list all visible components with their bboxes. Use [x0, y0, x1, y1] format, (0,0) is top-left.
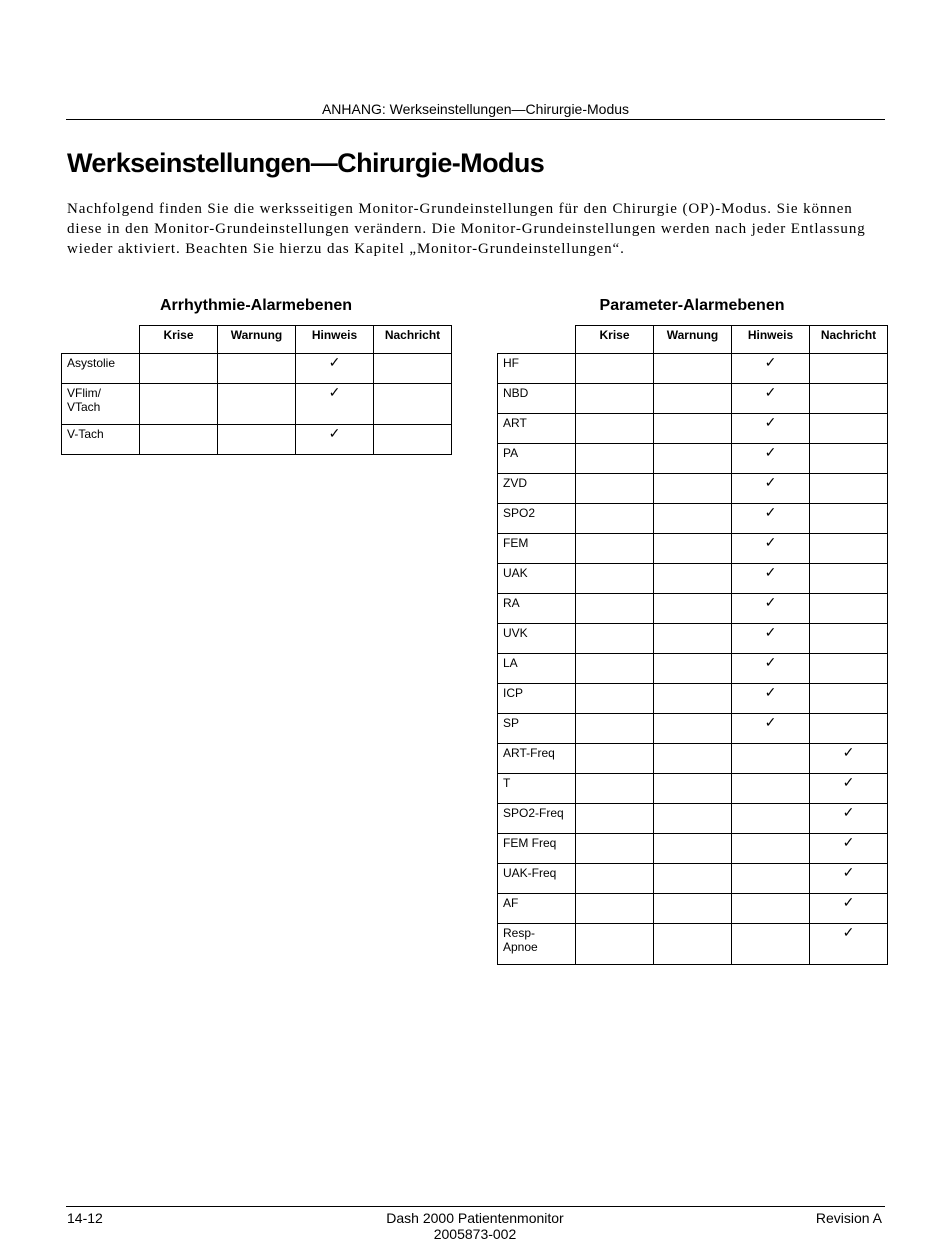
parameter-row: [498, 414, 888, 444]
cell-krise: [576, 654, 654, 684]
parameter-row: [498, 564, 888, 594]
row-label: ICP: [498, 684, 576, 714]
column-header-krise: Krise: [576, 326, 654, 354]
checkmark-icon: ✓: [764, 684, 777, 700]
cell-warnung: [218, 384, 296, 425]
cell-hinweis: [732, 864, 810, 894]
checkmark-icon: ✓: [842, 804, 855, 820]
cell-hinweis: [732, 474, 810, 504]
arrhythmia-header-row: [62, 326, 452, 354]
cell-krise: [576, 414, 654, 444]
parameter-row: [498, 354, 888, 384]
cell-krise: [576, 474, 654, 504]
footer-product: [300, 1210, 650, 1242]
row-label: NBD: [498, 384, 576, 414]
cell-warnung: [654, 414, 732, 444]
cell-hinweis: [732, 414, 810, 444]
row-label: VFlim/ VTach: [62, 384, 140, 425]
cell-nachricht: [810, 924, 888, 965]
cell-krise: [576, 834, 654, 864]
arrhythmia-row: [62, 384, 452, 425]
checkmark-icon: ✓: [764, 444, 777, 460]
row-label: ZVD: [498, 474, 576, 504]
checkmark-icon: ✓: [842, 924, 855, 940]
cell-krise: [576, 384, 654, 414]
parameter-row: [498, 684, 888, 714]
footer-product-name: Dash 2000 Patientenmonitor: [386, 1210, 564, 1226]
cell-warnung: [654, 654, 732, 684]
cell-nachricht: [374, 425, 452, 455]
column-header-krise: Krise: [140, 326, 218, 354]
cell-warnung: [654, 384, 732, 414]
row-label: SPO2-Freq: [498, 804, 576, 834]
cell-nachricht: [810, 534, 888, 564]
table-corner: [498, 326, 576, 354]
cell-hinweis: [732, 714, 810, 744]
cell-krise: [140, 354, 218, 384]
parameter-row: [498, 744, 888, 774]
row-label: V-Tach: [62, 425, 140, 455]
parameter-row: [498, 384, 888, 414]
cell-hinweis: [732, 384, 810, 414]
table-corner: [62, 326, 140, 354]
cell-nachricht: [374, 354, 452, 384]
cell-nachricht: [810, 594, 888, 624]
checkmark-icon: ✓: [764, 414, 777, 430]
checkmark-icon: ✓: [764, 384, 777, 400]
cell-krise: [140, 384, 218, 425]
parameter-header-row: [498, 326, 888, 354]
cell-krise: [576, 504, 654, 534]
parameter-row: [498, 474, 888, 504]
column-header-nachricht: Nachricht: [374, 326, 452, 354]
cell-nachricht: [810, 744, 888, 774]
cell-warnung: [654, 534, 732, 564]
cell-krise: [576, 774, 654, 804]
cell-warnung: [654, 894, 732, 924]
cell-nachricht: [810, 894, 888, 924]
column-header-nachricht: Nachricht: [810, 326, 888, 354]
cell-warnung: [654, 924, 732, 965]
cell-warnung: [654, 744, 732, 774]
cell-warnung: [654, 684, 732, 714]
cell-hinweis: [732, 684, 810, 714]
checkmark-icon: ✓: [764, 534, 777, 550]
cell-hinweis: [732, 924, 810, 965]
parameter-row: [498, 624, 888, 654]
arrhythmia-row: [62, 425, 452, 455]
cell-hinweis: [732, 654, 810, 684]
cell-warnung: [218, 354, 296, 384]
checkmark-icon: ✓: [764, 624, 777, 640]
cell-warnung: [654, 594, 732, 624]
row-label: AF: [498, 894, 576, 924]
cell-nachricht: [810, 504, 888, 534]
cell-krise: [576, 594, 654, 624]
cell-hinweis: [732, 504, 810, 534]
cell-nachricht: [810, 864, 888, 894]
row-label: UVK: [498, 624, 576, 654]
checkmark-icon: ✓: [842, 864, 855, 880]
cell-nachricht: [810, 474, 888, 504]
checkmark-icon: ✓: [328, 425, 341, 441]
cell-hinweis: [732, 594, 810, 624]
cell-hinweis: [732, 624, 810, 654]
arrhythmia-alarm-table: [61, 325, 452, 455]
cell-krise: [576, 534, 654, 564]
cell-nachricht: [810, 804, 888, 834]
cell-hinweis: [732, 564, 810, 594]
cell-hinweis: [296, 425, 374, 455]
checkmark-icon: ✓: [328, 384, 341, 400]
checkmark-icon: ✓: [764, 564, 777, 580]
cell-nachricht: [810, 624, 888, 654]
checkmark-icon: ✓: [764, 714, 777, 730]
column-header-warnung: Warnung: [654, 326, 732, 354]
cell-warnung: [654, 714, 732, 744]
cell-nachricht: [374, 384, 452, 425]
cell-nachricht: [810, 384, 888, 414]
parameter-row: [498, 834, 888, 864]
checkmark-icon: ✓: [328, 354, 341, 370]
parameter-row: [498, 774, 888, 804]
checkmark-icon: ✓: [764, 354, 777, 370]
parameter-row: [498, 654, 888, 684]
parameter-row: [498, 714, 888, 744]
cell-warnung: [654, 504, 732, 534]
cell-hinweis: [296, 384, 374, 425]
column-header-warnung: Warnung: [218, 326, 296, 354]
row-label: UAK: [498, 564, 576, 594]
checkmark-icon: ✓: [764, 594, 777, 610]
cell-nachricht: [810, 444, 888, 474]
parameter-row: [498, 504, 888, 534]
row-label: LA: [498, 654, 576, 684]
row-label: ART-Freq: [498, 744, 576, 774]
cell-warnung: [654, 444, 732, 474]
cell-warnung: [654, 624, 732, 654]
arrhythmia-row: [62, 354, 452, 384]
parameter-alarm-table: [497, 325, 888, 965]
footer-page-number: 14-12: [67, 1210, 103, 1226]
row-label: SP: [498, 714, 576, 744]
cell-hinweis: [732, 354, 810, 384]
parameter-table-caption: Parameter-Alarmebenen: [599, 297, 785, 314]
row-label: Resp- Apnoe: [498, 924, 576, 965]
cell-warnung: [654, 834, 732, 864]
cell-warnung: [654, 474, 732, 504]
checkmark-icon: ✓: [842, 894, 855, 910]
cell-nachricht: [810, 414, 888, 444]
column-header-hinweis: Hinweis: [296, 326, 374, 354]
cell-nachricht: [810, 774, 888, 804]
column-header-hinweis: Hinweis: [732, 326, 810, 354]
footer-rule: [66, 1206, 885, 1207]
cell-hinweis: [732, 444, 810, 474]
parameter-row: [498, 444, 888, 474]
parameter-row: [498, 804, 888, 834]
arrhythmia-table-caption: Arrhythmie-Alarmebenen: [159, 297, 353, 314]
cell-hinweis: [732, 804, 810, 834]
parameter-row: [498, 534, 888, 564]
cell-hinweis: [296, 354, 374, 384]
cell-warnung: [654, 564, 732, 594]
cell-krise: [576, 864, 654, 894]
footer-revision: Revision A: [815, 1210, 882, 1226]
cell-nachricht: [810, 684, 888, 714]
cell-hinweis: [732, 534, 810, 564]
cell-krise: [140, 425, 218, 455]
checkmark-icon: ✓: [764, 474, 777, 490]
cell-krise: [576, 714, 654, 744]
checkmark-icon: ✓: [842, 774, 855, 790]
cell-warnung: [654, 864, 732, 894]
cell-warnung: [218, 425, 296, 455]
cell-krise: [576, 564, 654, 594]
cell-hinweis: [732, 774, 810, 804]
cell-warnung: [654, 774, 732, 804]
row-label: FEM: [498, 534, 576, 564]
cell-krise: [576, 444, 654, 474]
cell-krise: [576, 684, 654, 714]
cell-hinweis: [732, 744, 810, 774]
cell-krise: [576, 804, 654, 834]
row-label: ART: [498, 414, 576, 444]
header-rule: [66, 119, 885, 120]
cell-krise: [576, 924, 654, 965]
row-label: UAK-Freq: [498, 864, 576, 894]
row-label: T: [498, 774, 576, 804]
cell-warnung: [654, 354, 732, 384]
row-label: HF: [498, 354, 576, 384]
checkmark-icon: ✓: [842, 834, 855, 850]
cell-krise: [576, 894, 654, 924]
cell-nachricht: [810, 654, 888, 684]
cell-krise: [576, 354, 654, 384]
parameter-row: [498, 924, 888, 965]
parameter-row: [498, 894, 888, 924]
row-label: FEM Freq: [498, 834, 576, 864]
cell-warnung: [654, 804, 732, 834]
checkmark-icon: ✓: [842, 744, 855, 760]
page-title: Werkseinstellungen—Chirurgie-Modus: [67, 148, 545, 178]
cell-nachricht: [810, 714, 888, 744]
parameter-row: [498, 594, 888, 624]
row-label: PA: [498, 444, 576, 474]
row-label: SPO2: [498, 504, 576, 534]
checkmark-icon: ✓: [764, 504, 777, 520]
parameter-row: [498, 864, 888, 894]
checkmark-icon: ✓: [764, 654, 777, 670]
cell-nachricht: [810, 564, 888, 594]
cell-nachricht: [810, 354, 888, 384]
row-label: Asystolie: [62, 354, 140, 384]
intro-paragraph: Nachfolgend finden Sie die werksseitigen Monitor-Grundeinstellungen für den Chirurgie (OP)-Modus. Sie können diese in den Monitor-Grundeinstellungen verändern. Die Monitor-Grundeinstellungen werden nach jeder Entlassung wieder aktiviert. Beachten Sie hierzu das Kapitel „Monitor-Grundeinstellungen“.: [67, 201, 866, 257]
running-header: ANHANG: Werkseinstellungen—Chirurgie-Modus: [321, 101, 630, 117]
footer-part-number: 2005873-002: [433, 1226, 517, 1242]
row-label: RA: [498, 594, 576, 624]
cell-hinweis: [732, 834, 810, 864]
cell-hinweis: [732, 894, 810, 924]
cell-krise: [576, 624, 654, 654]
cell-nachricht: [810, 834, 888, 864]
cell-krise: [576, 744, 654, 774]
